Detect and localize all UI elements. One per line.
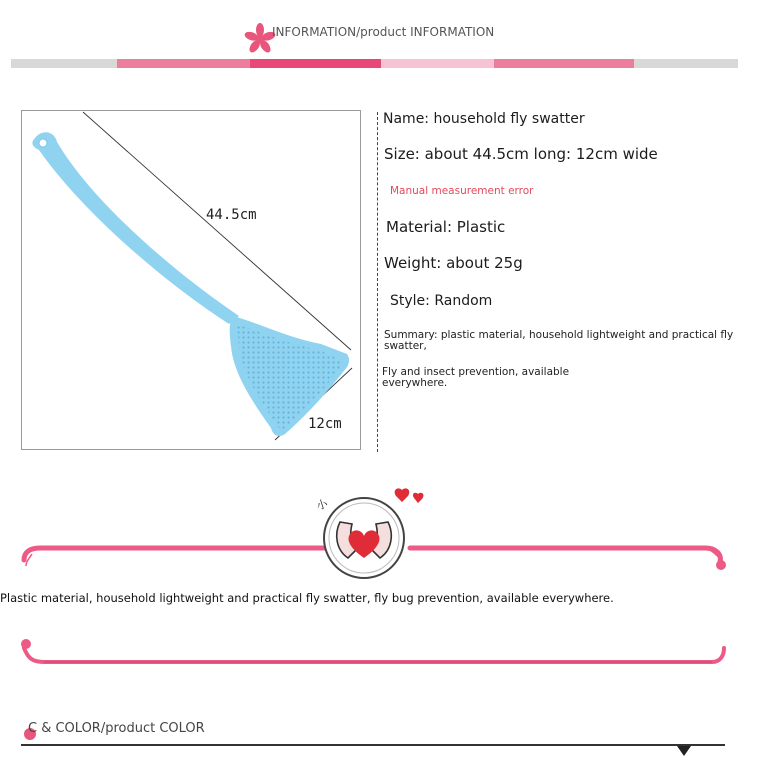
color-bar-segment: [381, 59, 494, 68]
spec-weight: Weight: about 25g: [384, 254, 523, 272]
decorative-frame: [0, 628, 759, 678]
color-bar-segment: [11, 59, 117, 68]
color-bar-segment: [494, 59, 634, 68]
width-dimension-label: 12cm: [308, 416, 342, 432]
footer-divider: [21, 744, 725, 746]
decorative-banner: [0, 470, 759, 600]
arrow-down-icon: [677, 746, 691, 756]
color-bar-segment: [250, 59, 381, 68]
color-bar-segment: [117, 59, 250, 68]
section-title-color: C & COLOR/product COLOR: [28, 721, 205, 736]
length-dimension-label: 44.5cm: [206, 207, 257, 223]
product-description: Plastic material, household lightweight and practical fly swatter, fly bug prevention, available everywhere.: [0, 591, 614, 605]
spec-summary: Summary: plastic material, household lightweight and practical fly swatter,: [384, 329, 734, 352]
spec-divider: [377, 112, 378, 452]
spec-name: Name: household fly swatter: [383, 111, 585, 127]
spec-style: Style: Random: [390, 293, 493, 309]
heart-hands-emblem: [315, 496, 404, 578]
spec-measurement-note: Manual measurement error: [390, 185, 534, 197]
svg-text:小: 小: [314, 497, 330, 513]
section-title-information: INFORMATION/product INFORMATION: [272, 25, 495, 39]
fly-swatter-illustration: [21, 110, 361, 450]
color-bar-segment: [634, 59, 738, 68]
spec-size: Size: about 44.5cm long: 12cm wide: [384, 145, 658, 163]
spec-summary-continued: Fly and insect prevention, available everywhere.: [382, 366, 570, 389]
header-color-bar: [11, 59, 738, 68]
spec-material: Material: Plastic: [386, 218, 506, 236]
